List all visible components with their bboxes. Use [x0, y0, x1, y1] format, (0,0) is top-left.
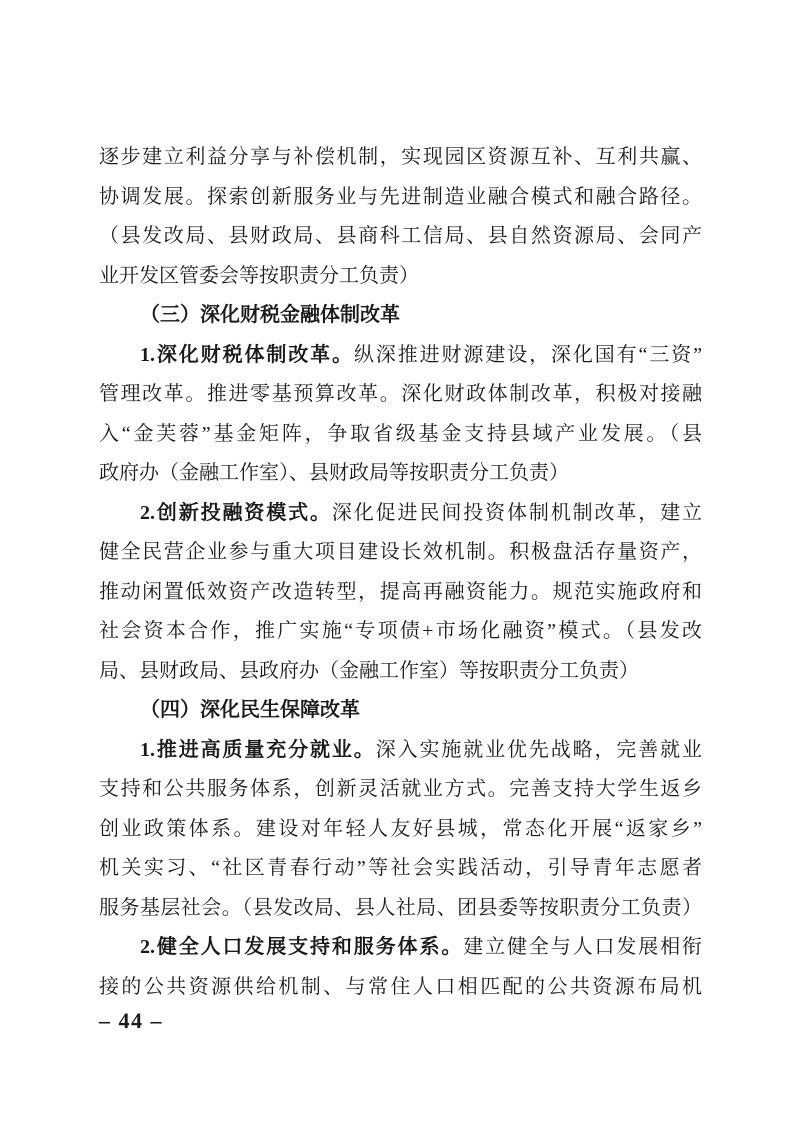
- text-line: [99, 810, 702, 850]
- text-run: 接的公共资源供给机制、与常住人口相匹配的公共资源布局机: [99, 975, 702, 998]
- text-run: 服务基层社会。（县发改局、县人社局、团县委等按职责分工负责）: [99, 896, 702, 919]
- text-run: 协调发展。探索创新服务业与先进制造业融合模式和融合路径。: [99, 185, 702, 208]
- bold-text-run: 2.健全人口发展支持和服务体系。: [140, 936, 464, 958]
- text-run: 逐步建立利益分享与补偿机制，实现园区资源互补、互利共赢、: [99, 146, 702, 168]
- text-line: [99, 454, 702, 494]
- section-heading: [99, 691, 702, 731]
- text-line: [99, 731, 702, 771]
- text-line: [99, 573, 702, 613]
- text-line: [99, 612, 702, 652]
- text-run: 业开发区管委会等按职责分工负责）: [99, 264, 419, 287]
- text-line: [99, 415, 702, 455]
- text-run: 深化促进民间投资体制机制改革，建立: [331, 501, 702, 524]
- text-line: [99, 138, 702, 178]
- bold-text-run: （四）深化民生保障改革: [140, 699, 360, 721]
- text-line: [99, 178, 702, 218]
- text-line: [99, 217, 702, 257]
- text-line: [99, 652, 702, 692]
- bold-text-run: 1.推进高质量充分就业。: [140, 738, 376, 761]
- text-line: [99, 494, 702, 534]
- text-run: 推动闲置低效资产改造转型，提高再融资能力。规范实施政府和: [99, 580, 702, 603]
- text-run: （县发改局、县财政局、县商科工信局、县自然资源局、会同产: [99, 225, 702, 247]
- bold-text-run: 2.创新投融资模式。: [140, 501, 332, 524]
- text-run: 创业政策体系。建设对年轻人友好县城，常态化开展“返家乡”: [99, 817, 702, 840]
- bold-text-run: 1.深化财税体制改革。: [140, 343, 354, 366]
- text-run: 政府办（金融工作室）、县财政局等按职责分工负责）: [99, 462, 569, 484]
- text-run: 支持和公共服务体系，创新灵活就业方式。完善支持大学生返乡: [99, 778, 702, 800]
- text-line: [99, 375, 702, 415]
- text-run: 入“金芙蓉”基金矩阵，争取省级基金支持县域产业发展。（县: [99, 422, 702, 445]
- text-run: 社会资本合作，推广实施“专项债+市场化融资”模式。（县发改: [99, 620, 702, 642]
- text-line: [99, 849, 702, 889]
- text-line: [99, 257, 702, 297]
- text-run: 深入实施就业优先战略，完善就业: [375, 738, 702, 761]
- text-line: [99, 336, 702, 376]
- bold-text-run: （三）深化财税金融体制改革: [140, 304, 400, 326]
- text-run: 建立健全与人口发展相衔: [463, 936, 702, 958]
- document-body: [99, 138, 702, 1007]
- section-heading: [99, 296, 702, 336]
- text-run: 健全民营企业参与重大项目建设长效机制。积极盘活存量资产，: [99, 541, 702, 563]
- text-run: 纵深推进财源建设，深化国有“三资”: [353, 343, 702, 366]
- text-line: [99, 889, 702, 929]
- page-number: – 44 –: [99, 1008, 163, 1033]
- text-run: 机关实习、“社区青春行动”等社会实践活动，引导青年志愿者: [99, 857, 702, 879]
- text-line: [99, 968, 702, 1008]
- text-run: 管理改革。推进零基预算改革。深化财政体制改革，积极对接融: [99, 383, 702, 405]
- text-line: [99, 928, 702, 968]
- text-line: [99, 533, 702, 573]
- text-line: [99, 770, 702, 810]
- text-run: 局、县财政局、县政府办（金融工作室）等按职责分工负责）: [99, 659, 639, 682]
